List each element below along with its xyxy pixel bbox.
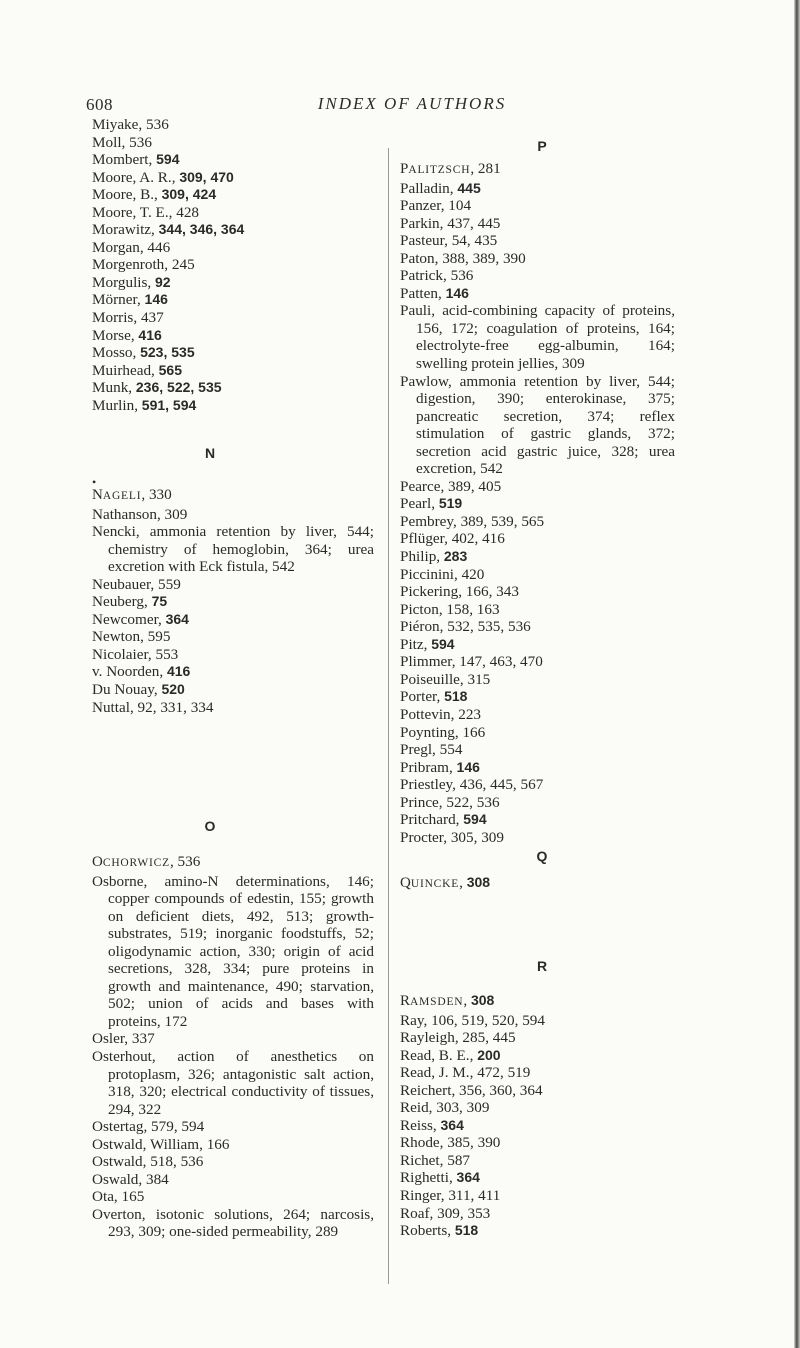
index-entry-m-8: Morgenroth, 245 (92, 256, 195, 274)
index-entry-nicolaier: Nicolaier, 553 (92, 645, 179, 663)
index-entry-righetti: Righetti, 364 (400, 1169, 480, 1187)
index-entry-pearl: Pearl, 519 (400, 495, 463, 513)
index-entry-m-12: Morse, 416 (92, 326, 162, 344)
index-entry-read-b: Read, B. E., 200 (400, 1046, 501, 1064)
index-entry-poiseuille: Poiseuille, 315 (400, 670, 491, 688)
index-entry-m-14: Muirhead, 565 (92, 361, 182, 379)
index-entry-m-4: Moore, B., 309, 424 (92, 186, 217, 204)
index-entry-ray: Ray, 106, 519, 520, 594 (400, 1011, 545, 1029)
left-column-o-section (92, 853, 374, 1241)
page-edge-shadow (794, 0, 800, 1348)
index-entry-pribram: Pribram, 146 (400, 758, 480, 776)
index-entry-m-16: Murlin, 591, 594 (92, 396, 197, 414)
index-entry-nuttal: Nuttal, 92, 331, 334 (92, 698, 214, 716)
index-entry-ringer: Ringer, 311, 411 (400, 1187, 501, 1205)
stray-dot: • (92, 475, 97, 489)
index-entry-newcomer: Newcomer, 364 (92, 610, 189, 628)
index-entry-pottevin: Pottevin, 223 (400, 705, 482, 723)
section-letter-r: R (536, 958, 548, 974)
index-entry-philip: Philip, 283 (400, 548, 468, 566)
index-entry-patrick: Patrick, 536 (400, 267, 474, 285)
index-entry-picton: Picton, 158, 163 (400, 600, 500, 618)
index-entry-rhode: Rhode, 385, 390 (400, 1134, 501, 1152)
index-entry-osborne: Osborne, amino-N determinations, 146; copper compounds of edestin, 155; growth on deficient diets, 492, 513; growth-substrates, 519; inorganic foodstuffs, 52; oligodynamic action, 330; origin of acid secretions, 328, 334; pure proteins in growth and maintenance, 490; starvation, 502; union of acids and bases with proteins, 172 (92, 872, 374, 1030)
section-letter-o: O (204, 818, 216, 834)
index-entry-m-3: Moore, A. R., 309, 470 (92, 168, 234, 186)
index-entry-read-j: Read, J. M., 472, 519 (400, 1064, 531, 1082)
index-entry-osterhout: Osterhout, action of anesthetics on protoplasm, 326; antagonistic salt action, 318, 320; electrical conductivity of tissues, 294, 322 (92, 1048, 374, 1118)
index-entry-pregl: Pregl, 554 (400, 741, 463, 759)
index-entry-pickering: Pickering, 166, 343 (400, 583, 519, 601)
index-entry-pritchard: Pritchard, 594 (400, 811, 487, 829)
index-entry-nencki: Nencki, ammonia retention by liver, 544; chemistry of hemoglobin, 364; urea excretion with Eck fistula, 542 (92, 523, 374, 576)
index-entry-neuberg: Neuberg, 75 (92, 593, 168, 611)
index-entry-ramsden: RAMSDEN, 308 (400, 992, 495, 1009)
index-entry-piccinini: Piccinini, 420 (400, 565, 485, 583)
index-entry-pawlow: Pawlow, ammonia retention by liver, 544; digestion, 390; enterokinase, 375; pancreatic secretion, 374; reflex stimulation of gastric glands, 372; secretion acid gastric juice, 328; urea excretion, 542 (400, 372, 675, 478)
m-entries-list (92, 116, 374, 414)
page-number: 608 (86, 95, 113, 114)
section-letter-p: P (537, 138, 547, 154)
index-entry-m-1: Moll, 536 (92, 133, 152, 151)
index-entry-pearce: Pearce, 389, 405 (400, 477, 502, 495)
index-entry-nageli: NAGELI, 330 (92, 486, 172, 503)
section-letter-q: Q (536, 848, 548, 864)
index-entry-m-2: Mombert, 594 (92, 151, 180, 169)
index-entry-parkin: Parkin, 437, 445 (400, 214, 501, 232)
index-entry-palladin: Palladin, 445 (400, 179, 481, 197)
index-entry-pembrey: Pembrey, 389, 539, 565 (400, 512, 545, 530)
index-entry-ostwald: Ostwald, 518, 536 (92, 1153, 204, 1171)
index-entry-quincke: QUINCKE, 308 (400, 874, 491, 891)
index-entry-roaf: Roaf, 309, 353 (400, 1204, 491, 1222)
index-entry-m-6: Morawitz, 344, 346, 364 (92, 221, 245, 239)
index-entry-osler: Osler, 337 (92, 1030, 155, 1048)
index-entry-m-5: Moore, T. E., 428 (92, 203, 200, 221)
index-entry-priestley: Priestley, 436, 445, 567 (400, 776, 544, 794)
left-column-n-section (92, 475, 374, 716)
right-column-r-section (400, 992, 675, 1240)
index-entry-reid: Reid, 303, 309 (400, 1099, 490, 1117)
right-column-q-section (400, 874, 675, 894)
index-entry-ostwald-william: Ostwald, William, 166 (92, 1135, 230, 1153)
section-letter-n: N (204, 445, 216, 461)
index-entry-overton: Overton, isotonic solutions, 264; narcosis, 293, 309; one-sided permeability, 289 (92, 1205, 374, 1241)
column-divider (388, 148, 389, 1284)
index-entry-roberts: Roberts, 518 (400, 1222, 479, 1240)
index-entry-pasteur: Pasteur, 54, 435 (400, 232, 498, 250)
index-entry-du-nouay: Du Nouay, 520 (92, 681, 185, 699)
index-entry-panzer: Panzer, 104 (400, 197, 472, 215)
right-column-p-section (400, 160, 675, 846)
index-entry-m-9: Morgulis, 92 (92, 273, 171, 291)
index-entry-palitzsch: PALITZSCH, 281 (400, 160, 501, 177)
index-entry-m-7: Morgan, 446 (92, 238, 171, 256)
index-entry-m-11: Morris, 437 (92, 309, 164, 327)
index-entry-ostertag: Ostertag, 579, 594 (92, 1118, 205, 1136)
index-entry-prince: Prince, 522, 536 (400, 793, 500, 811)
index-entry-poynting: Poynting, 166 (400, 723, 486, 741)
index-entry-ochorwicz: OCHORWICZ, 536 (92, 853, 201, 870)
index-entry-rayleigh: Rayleigh, 285, 445 (400, 1029, 516, 1047)
running-header-title: INDEX OF AUTHORS (317, 94, 507, 113)
index-entry-m-10: Mörner, 146 (92, 291, 168, 309)
index-entry-pauli: Pauli, acid-combining capacity of proteins, 156, 172; coagulation of proteins, 164; electrolyte-free egg-albumin, 164; swelling protein jellies, 309 (400, 302, 675, 373)
index-entry-ota: Ota, 165 (92, 1188, 145, 1206)
index-entry-oswald: Oswald, 384 (92, 1170, 169, 1188)
index-entry-m-0: Miyake, 536 (92, 116, 169, 133)
index-entry-porter: Porter, 518 (400, 688, 468, 706)
index-entry-reiss: Reiss, 364 (400, 1116, 464, 1134)
index-entry-pitz: Pitz, 594 (400, 635, 455, 653)
index-entry-newton: Newton, 595 (92, 628, 171, 646)
index-entry-noorden: v. Noorden, 416 (92, 663, 191, 681)
index-entry-reichert: Reichert, 356, 360, 364 (400, 1081, 543, 1099)
index-entry-neubauer: Neubauer, 559 (92, 575, 181, 593)
index-entry-patten: Patten, 146 (400, 284, 469, 302)
index-entry-nathanson: Nathanson, 309 (92, 505, 188, 523)
index-entry-plimmer: Plimmer, 147, 463, 470 (400, 653, 543, 671)
index-entry-m-15: Munk, 236, 522, 535 (92, 379, 222, 397)
index-entry-procter: Procter, 305, 309 (400, 828, 504, 846)
index-entry-pfluger: Pflüger, 402, 416 (400, 530, 505, 548)
index-entry-paton: Paton, 388, 389, 390 (400, 249, 526, 267)
index-entry-pieron: Piéron, 532, 535, 536 (400, 618, 531, 636)
left-column-m-section (92, 116, 374, 414)
index-entry-richet: Richet, 587 (400, 1151, 471, 1169)
index-entry-m-13: Mosso, 523, 535 (92, 344, 195, 362)
